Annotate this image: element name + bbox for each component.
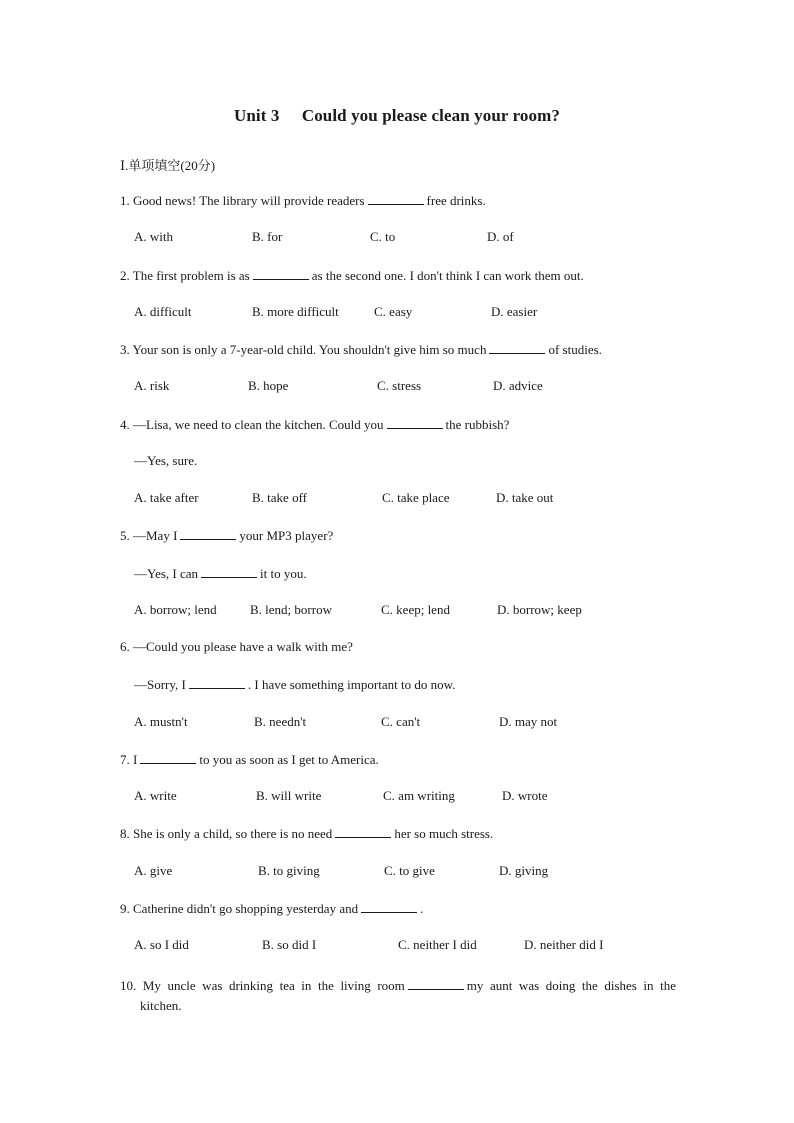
question-8-stem-end: her so much stress. <box>394 826 494 841</box>
question-5 <box>120 527 333 544</box>
question-1-options <box>134 229 694 247</box>
option-c[interactable]: C. to <box>370 229 396 244</box>
option-b[interactable]: B. take off <box>252 490 307 505</box>
question-4-stem: 4. —Lisa, we need to clean the kitchen. Could you <box>120 417 384 432</box>
answer-blank[interactable] <box>489 341 545 354</box>
option-c[interactable]: C. easy <box>374 304 413 319</box>
question-7-stem-end: to you as soon as I get to America. <box>199 752 379 767</box>
option-b[interactable]: B. so did I <box>262 937 317 952</box>
question-6: 6. —Could you please have a walk with me? <box>120 639 353 654</box>
question-1-stem: 1. Good news! The library will provide readers <box>120 193 365 208</box>
option-a[interactable]: A. borrow; lend <box>134 602 217 617</box>
option-a[interactable]: A. so I did <box>134 937 189 952</box>
question-6-reply-start: —Sorry, I <box>134 677 186 692</box>
question-10-stem-end: my aunt was doing the dishes in the <box>466 978 676 993</box>
option-a[interactable]: A. mustn't <box>134 714 188 729</box>
option-d[interactable]: D. borrow; keep <box>497 602 582 617</box>
option-c[interactable]: C. keep; lend <box>381 602 450 617</box>
question-4-options <box>134 490 694 508</box>
option-b[interactable]: B. needn't <box>254 714 307 729</box>
answer-blank[interactable] <box>335 825 391 838</box>
question-4-reply: —Yes, sure. <box>134 453 198 468</box>
question-9-stem-end: . <box>420 901 424 916</box>
option-d[interactable]: D. easier <box>491 304 538 319</box>
question-2-options <box>134 304 694 322</box>
option-b[interactable]: B. to giving <box>258 863 320 878</box>
option-d[interactable]: D. advice <box>493 378 543 393</box>
option-b[interactable]: B. will write <box>256 788 322 803</box>
question-2-stem-end: as the second one. I don't think I can work them out. <box>311 268 584 283</box>
answer-blank[interactable] <box>180 527 236 540</box>
answer-blank[interactable] <box>253 267 309 280</box>
question-3 <box>120 341 602 358</box>
question-7 <box>120 751 379 768</box>
option-a[interactable]: A. give <box>134 863 173 878</box>
option-a[interactable]: A. write <box>134 788 177 803</box>
answer-blank[interactable] <box>387 416 443 429</box>
option-b[interactable]: B. for <box>252 229 283 244</box>
option-d[interactable]: D. neither did I <box>524 937 604 952</box>
question-10-continuation: kitchen. <box>140 998 182 1013</box>
question-5-options <box>134 602 694 620</box>
question-8 <box>120 825 493 842</box>
question-5-reply-start: —Yes, I can <box>134 566 199 581</box>
option-c[interactable]: C. stress <box>377 378 422 393</box>
answer-blank[interactable] <box>361 900 417 913</box>
question-9-stem: 9. Catherine didn't go shopping yesterday and <box>120 901 359 916</box>
unit-title: Could you please clean your room? <box>301 106 560 125</box>
question-10-stem: 10. My uncle was drinking tea in the living room <box>120 978 405 993</box>
option-b[interactable]: B. lend; borrow <box>250 602 332 617</box>
option-a[interactable]: A. risk <box>134 378 170 393</box>
question-8-options <box>134 863 694 881</box>
question-1 <box>120 192 486 209</box>
question-8-stem: 8. She is only a child, so there is no need <box>120 826 333 841</box>
answer-blank[interactable] <box>368 192 424 205</box>
section-heading: Ⅰ.单项填空(20分) <box>120 158 216 173</box>
question-6-reply <box>134 676 455 693</box>
question-5-stem-end: your MP3 player? <box>239 528 334 543</box>
question-7-options <box>134 788 694 806</box>
option-d[interactable]: D. of <box>487 229 514 244</box>
option-d[interactable]: D. wrote <box>502 788 548 803</box>
question-6-reply-end: . I have something important to do now. <box>247 677 456 692</box>
question-9 <box>120 900 423 917</box>
page-title <box>0 106 794 126</box>
option-c[interactable]: C. to give <box>384 863 435 878</box>
question-2-stem: 2. The first problem is as <box>120 268 250 283</box>
question-5-stem: 5. —May I <box>120 528 178 543</box>
unit-label: Unit 3 <box>234 106 280 125</box>
option-c[interactable]: C. neither I did <box>398 937 477 952</box>
option-c[interactable]: C. am writing <box>383 788 455 803</box>
question-3-options <box>134 378 694 396</box>
option-b[interactable]: B. more difficult <box>252 304 339 319</box>
question-5-reply-end: it to you. <box>260 566 307 581</box>
option-a[interactable]: A. with <box>134 229 173 244</box>
question-3-stem-end: of studies. <box>548 342 602 357</box>
option-d[interactable]: D. giving <box>499 863 549 878</box>
question-7-stem: 7. I <box>120 752 138 767</box>
answer-blank[interactable] <box>201 565 257 578</box>
option-c[interactable]: C. can't <box>381 714 421 729</box>
option-b[interactable]: B. hope <box>248 378 289 393</box>
answer-blank[interactable] <box>140 751 196 764</box>
option-a[interactable]: A. take after <box>134 490 199 505</box>
answer-blank[interactable] <box>189 676 245 689</box>
option-a[interactable]: A. difficult <box>134 304 192 319</box>
answer-blank[interactable] <box>408 977 464 990</box>
question-10 <box>120 974 676 998</box>
question-1-stem-end: free drinks. <box>426 193 486 208</box>
question-2 <box>120 267 584 284</box>
question-3-stem: 3. Your son is only a 7-year-old child. You shouldn't give him so much <box>120 342 487 357</box>
option-d[interactable]: D. may not <box>499 714 558 729</box>
question-9-options <box>134 937 694 955</box>
question-4-stem-end: the rubbish? <box>445 417 510 432</box>
option-c[interactable]: C. take place <box>382 490 450 505</box>
question-5-reply <box>134 565 307 582</box>
question-4 <box>120 416 509 433</box>
option-d[interactable]: D. take out <box>496 490 554 505</box>
question-6-options <box>134 714 694 732</box>
